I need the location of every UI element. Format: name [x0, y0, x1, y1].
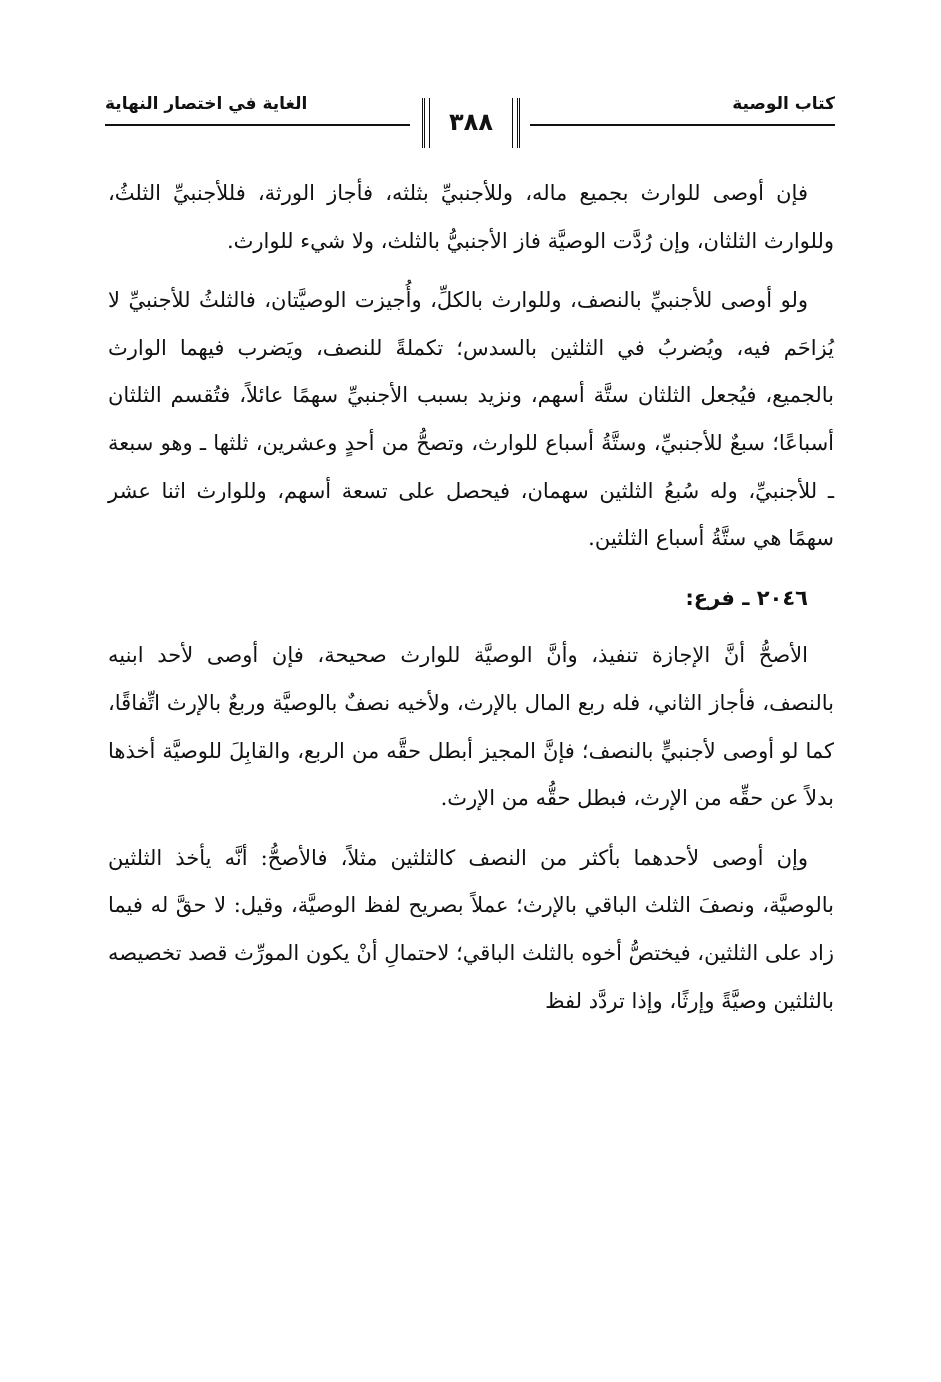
paragraph: الأصحُّ أنَّ الإجازة تنفيذ، وأنَّ الوصيَّة للوارث صحيحة، فإن أوصى لأحد ابنيه بالنصف، فأجاز الثاني، فله ربع المال بالإرث، ولأخيه نصفٌ بالوصيَّة وربعٌ بالإرث اتِّفاقًا، كما لو أوصى لأجنبيٍّ بالنصف؛ فإنَّ المجيز أبطل حقَّه من الربع، والقابِلَ للوصيَّة أخذها بدلاً عن حقِّه من الإرث، فبطل حقُّه من الإرث. — [108, 643, 834, 811]
book-title: الغاية في اختصار النهاية — [105, 94, 308, 114]
page-body — [108, 170, 834, 1037]
page-number-frame — [422, 98, 520, 148]
paragraph: وإن أوصى لأحدهما بأكثر من النصف كالثلثين مثلاً، فالأصحُّ: أنَّه يأخذ الثلثين بالوصيَّة، ونصفَ الثلث الباقي بالإرث؛ عملاً بصريح لفظ الوصيَّة، وقيل: لا حقَّ له فيما زاد على الثلثين، فيختصُّ أخوه بالثلث الباقي؛ لاحتمالِ أنْ يكون المورِّث قصد تخصيصه بالثلثين وصيَّةً وإرثًا، وإذا تردَّد لفظ — [108, 845, 834, 1013]
page-header — [105, 90, 835, 160]
page-number: ٣٨٨ — [449, 108, 493, 136]
paragraph: ولو أوصى للأجنبيِّ بالنصف، وللوارث بالكلِّ، وأُجيزت الوصيَّتان، فالثلثُ للأجنبيِّ لا يُزاحَم فيه، ويُضربُ في الثلثين بالسدس؛ تكملةً للنصف، ويَضرب فيهما الوارث بالجميع، فيُجعل الثلثان ستَّة أسهم، ونزيد بسبب الأجنبيِّ سهمًا عائلاً، فتُقسم الثلثان أسباعًا؛ سبعٌ للأجنبيِّ، وستَّةُ أسباع للوارث، وتصحُّ من أحدٍ وعشرين، ثلثها ـ وهو سبعة ـ للأجنبيِّ، وله سُبعُ الثلثين سهمان، فيحصل على تسعة أسهم، وللوارث اثنا عشر سهمًا هي ستَّةُ أسباع الثلثين. — [108, 288, 834, 551]
header-rule-left — [105, 124, 410, 126]
chapter-title: كتاب الوصية — [732, 94, 835, 114]
paragraph: فإن أوصى للوارث بجميع ماله، وللأجنبيِّ بثلثه، فأجاز الورثة، فللأجنبيِّ الثلثُ، وللوارث الثلثان، وإن رُدَّت الوصيَّة فاز الأجنبيُّ بالثلث، ولا شيء للوارث. — [108, 181, 834, 253]
section-heading: ٢٠٤٦ ـ فرع: — [685, 585, 808, 610]
header-rule-right — [530, 124, 835, 126]
